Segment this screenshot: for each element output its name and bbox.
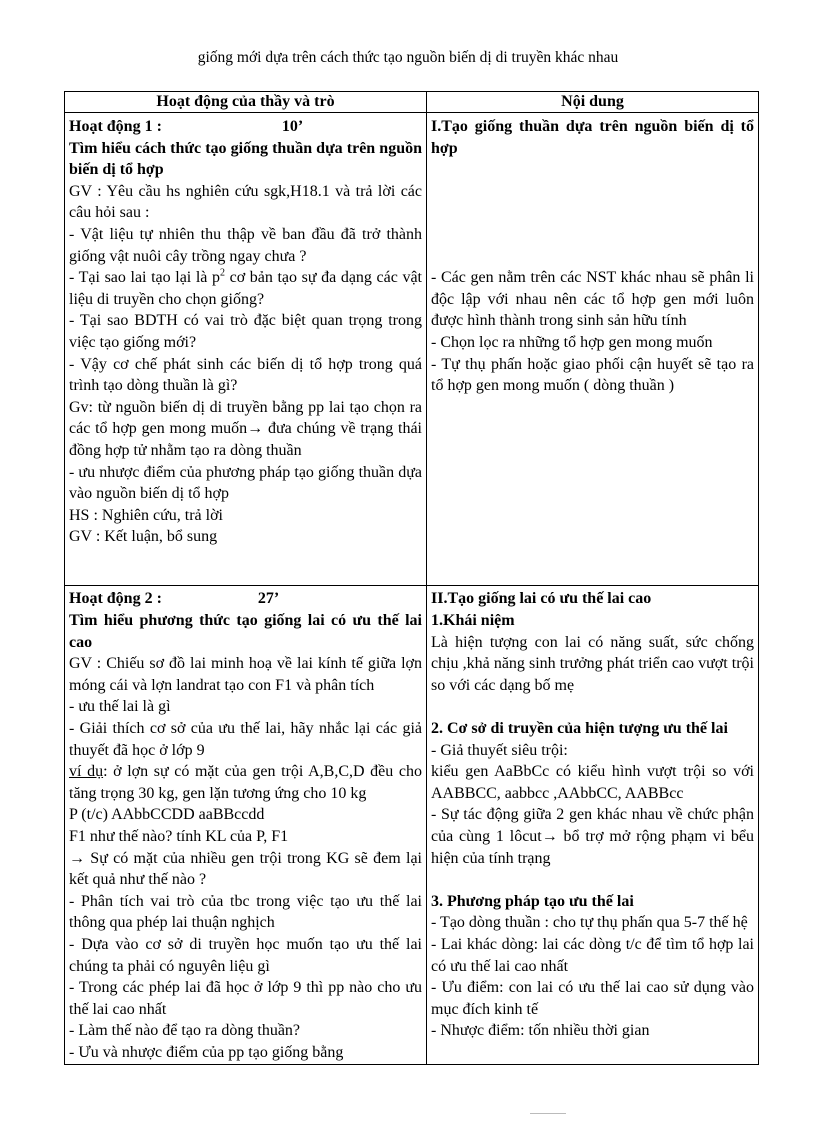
- content-2-section-1-text: Là hiện tượng con lai có năng suất, sức chống chịu ,khả năng sinh trưởng phát triển cao vượt trội so với các dạng bố mẹ: [431, 633, 754, 694]
- activity-2-cell: [65, 586, 427, 1064]
- content-1-heading: I.Tạo giống thuần dựa trên nguồn biến dị tổ hợp: [431, 118, 754, 157]
- activity-1-gv-intro: GV : Yêu cầu hs nghiên cứu sgk,H18.1 và trả lời các câu hỏi sau :: [69, 182, 422, 222]
- activity-2-question-3: - Phân tích vai trò của tbc trong việc tạo ưu thế lai thông qua phép lai thuận nghịch: [69, 892, 422, 932]
- activity-2-title-line: [69, 588, 422, 610]
- activity-2-question-6: - Làm thế nào để tạo ra dòng thuần?: [69, 1022, 301, 1040]
- page-heading: giống mới dựa trên cách thức tạo nguồn biến dị di truyền khác nhau: [197, 49, 619, 66]
- footer-mark: [530, 1113, 566, 1114]
- activity-2-question-7: - Ưu và nhược điểm của pp tạo giống bằng: [69, 1043, 344, 1061]
- col-header-activities: Hoạt động của thầy và trò: [65, 92, 427, 113]
- content-2-heading: II.Tạo giống lai có ưu thế lai cao: [431, 590, 652, 608]
- activity-2-arrow-question: → Sự có mặt của nhiều gen trội trong KG sẽ đem lại kết quả như thế nào ?: [69, 849, 422, 889]
- lesson-table: [64, 91, 759, 1065]
- activity-2-question-5: - Trong các phép lai đã học ở lớp 9 thì pp nào cho ưu thế lai cao nhất: [69, 979, 422, 1018]
- activity-2-question-2: - Giải thích cơ sở của ưu thế lai, hãy nhắc lại các giả thuyết đã học ở lớp 9: [69, 720, 422, 759]
- content-2-cell: [427, 586, 759, 1064]
- content-1-point-1: - Các gen nằm trên các NST khác nhau sẽ phân li độc lập với nhau nên các tổ hợp gen mới luôn được hình thành trong sinh sản hữu tính: [431, 269, 754, 330]
- activity-1-question-4: - Vậy cơ chế phát sinh các biến dị tổ hợp trong quá trình tạo dòng thuần là gì?: [69, 355, 422, 395]
- table-header-row: [65, 92, 759, 113]
- content-2-section-2-point-3: - Sự tác động giữa 2 gen khác nhau về chức phận của cùng 1 lôcut→ bổ trợ mở rộng phạm vi bểu hiện của tính trạng: [431, 806, 754, 867]
- content-2-section-3-title: 3. Phương pháp tạo ưu thế lai: [431, 892, 634, 910]
- activity-1-subtitle: Tìm hiểu cách thức tạo giống thuần dựa trên nguồn biến dị tổ hợp: [69, 139, 422, 179]
- activity-1-gv-explain: Gv: từ nguồn biến dị di truyền bằng pp lai tạo chọn ra các tổ hợp gen mong muốn→ đưa chúng về trạng thái đồng hợp tử nhằm tạo ra dòng thuần: [69, 398, 422, 459]
- content-2-section-3-point-1: - Tạo dòng thuần : cho tự thụ phấn qua 5-7 thế hệ: [431, 914, 748, 932]
- activity-1-title-line: [69, 116, 422, 138]
- content-2-section-3-point-4: - Nhược điểm: tốn nhiều thời gian: [431, 1022, 650, 1040]
- content-2-section-3-point-3: - Ưu điểm: con lai có ưu thế lai cao sử dụng vào mục đích kinh tế: [431, 979, 754, 1018]
- activity-2-question-1: - ưu thế lai là gì: [69, 698, 171, 716]
- activity-2-example-label: ví dụ: [69, 763, 104, 781]
- col-header-content: Nội dung: [427, 92, 759, 113]
- activity-1-time: 10’: [281, 118, 304, 135]
- activity-2-title: Hoạt động 2 :: [69, 590, 162, 608]
- activity-1-question-3: - Tại sao BDTH có vai trò đặc biệt quan trọng trong việc tạo giống mới?: [69, 312, 422, 351]
- activity-2-example-text: : ở lợn sự có mặt của gen trội A,B,C,D đều cho tăng trọng 30 kg, gen lặn tương ứng cho 10 kg: [69, 763, 422, 802]
- activity-2-subtitle: Tìm hiểu phương thức tạo giống lai có ưu thế lai cao: [69, 612, 422, 651]
- activity-2-f1: F1 như thế nào? tính KL của P, F1: [69, 828, 289, 845]
- activity-1-question-2-sup: 2: [220, 267, 225, 279]
- activity-2-cross: P (t/c) AAbbCCDD aaBBccdd: [69, 806, 265, 824]
- activity-2-time: 27’: [257, 590, 280, 608]
- activity-1-title: Hoạt động 1 :: [69, 118, 162, 135]
- activity-1-cell: [65, 113, 427, 586]
- content-2-section-2-point-1: - Giả thuyết siêu trội:: [431, 741, 568, 759]
- content-2-section-3-point-2: - Lai khác dòng: lai các dòng t/c để tìm tổ hợp lai có ưu thế lai cao nhất: [431, 935, 754, 975]
- activity-1-hs: HS : Nghiên cứu, trả lời: [69, 506, 223, 524]
- activity-1-question-2-pre: - Tại sao lai tạo lại là p: [69, 269, 220, 287]
- table-row-activity-1: [65, 113, 759, 586]
- content-2-section-2-title: 2. Cơ sở di truyền của hiện tượng ưu thế lai: [431, 720, 728, 738]
- content-1-point-3: - Tự thụ phấn hoặc giao phối cận huyết sẽ tạo ra tổ hợp gen mong muốn ( dòng thuần ): [431, 355, 754, 395]
- table-row-activity-2: [65, 586, 759, 1064]
- content-2-section-2-point-2: kiểu gen AaBbCc có kiểu hình vượt trội so với AABBCC, aabbcc ,AAbbCC, AABBcc: [431, 763, 754, 802]
- activity-1-question-5: - ưu nhược điểm của phương pháp tạo giống thuần dựa vào nguồn biến dị tổ hợp: [69, 463, 422, 503]
- activity-1-question-2: [69, 267, 422, 310]
- content-1-cell: [427, 113, 759, 586]
- activity-1-gv-conclude: GV : Kết luận, bổ sung: [69, 528, 218, 546]
- activity-1-question-2-post: cơ bản tạo sự đa dạng các vật liệu di truyền cho chọn giống?: [69, 269, 422, 308]
- activity-1-question-1: - Vật liệu tự nhiên thu thập về ban đầu đã trở thành giống vật nuôi cây trồng ngay chưa ?: [69, 225, 422, 265]
- content-1-point-2: - Chọn lọc ra những tổ hợp gen mong muốn: [431, 333, 713, 351]
- activity-2-gv-intro: GV : Chiếu sơ đồ lai minh hoạ về lai kính tế giữa lợn móng cái và lợn landrat tạo con F1 và phân tích: [69, 655, 422, 694]
- activity-2-question-4: - Dựa vào cơ sở di truyền học muốn tạo ưu thế lai chúng ta phải có nguyên liệu gì: [69, 935, 422, 975]
- activity-2-example: [69, 761, 422, 804]
- content-2-section-1-title: 1.Khái niệm: [431, 612, 515, 630]
